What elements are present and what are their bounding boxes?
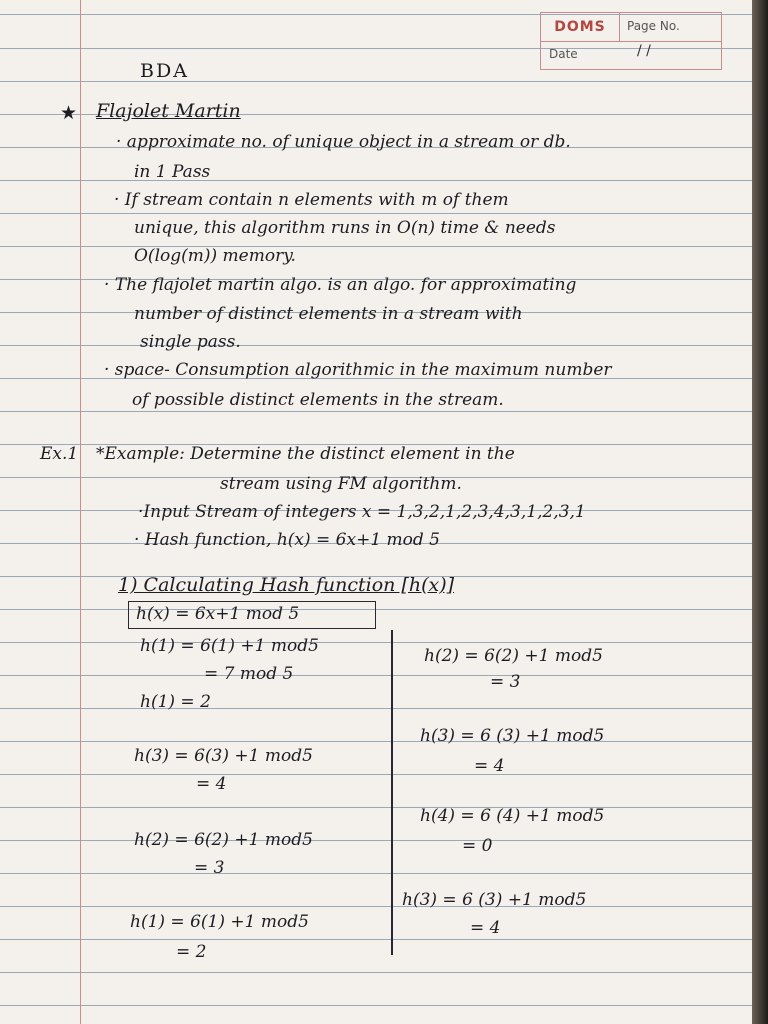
note-line: number of distinct elements in a stream with [134,304,523,324]
note-line: unique, this algorithm runs in O(n) time & needs [134,218,556,238]
calc-left-line: = 2 [176,942,207,962]
note-line: of possible distinct elements in the stream. [132,390,504,410]
calc-left-line: h(3) = 6(3) +1 mod5 [134,746,313,766]
input-stream: ·Input Stream of integers x = 1,3,2,1,2,3,4,3,1,2,3,1 [138,502,586,522]
column-divider [391,630,393,955]
calc-right-line: = 4 [470,918,501,938]
date-label: Date [549,47,578,61]
example-label: Ex.1 [40,444,79,464]
calc-right-line: h(2) = 6(2) +1 mod5 [424,646,603,666]
page-number-label: Page No. [627,19,680,33]
calc-left-line: h(2) = 6(2) +1 mod5 [134,830,313,850]
note-line: single pass. [140,332,241,352]
calc-left-line: h(1) = 6(1) +1 mod5 [130,912,309,932]
note-line: O(log(m)) memory. [134,246,296,266]
hash-function: · Hash function, h(x) = 6x+1 mod 5 [134,530,440,550]
calc-left-line: = 3 [194,858,225,878]
calc-left-line: = 7 mod 5 [204,664,294,684]
margin-line [80,0,81,1024]
star-icon: ★ [60,102,78,124]
note-line: · If stream contain n elements with m of them [114,190,509,210]
section-heading: Flajolet Martin [96,100,241,122]
calc-heading: 1) Calculating Hash function [h(x)] [118,574,455,596]
date-field: / / [637,43,651,59]
calc-right-line: = 4 [474,756,505,776]
page-title: BDA [140,60,189,82]
calc-right-line: h(3) = 6 (3) +1 mod5 [420,726,605,746]
note-line: · space- Consumption algorithmic in the maximum number [104,360,612,380]
note-line: in 1 Pass [134,162,211,182]
example-heading-line2: stream using FM algorithm. [220,474,462,494]
calc-left-line: h(1) = 6(1) +1 mod5 [140,636,319,656]
note-line: · The flajolet martin algo. is an algo. for approximating [104,275,577,295]
boxed-formula: h(x) = 6x+1 mod 5 [136,604,300,624]
note-line: · approximate no. of unique object in a stream or db. [116,132,571,152]
brand-logo: DOMS [541,13,620,42]
calc-left-line: h(1) = 2 [140,692,211,712]
notebook-spine [752,0,768,1024]
calc-right-line: h(4) = 6 (4) +1 mod5 [420,806,605,826]
notebook-stamp [540,12,722,70]
example-heading: *Example: Determine the distinct element in the [96,444,515,464]
calc-right-line: = 0 [462,836,493,856]
calc-right-line: = 3 [490,672,521,692]
calc-left-line: = 4 [196,774,227,794]
calc-right-line: h(3) = 6 (3) +1 mod5 [402,890,587,910]
